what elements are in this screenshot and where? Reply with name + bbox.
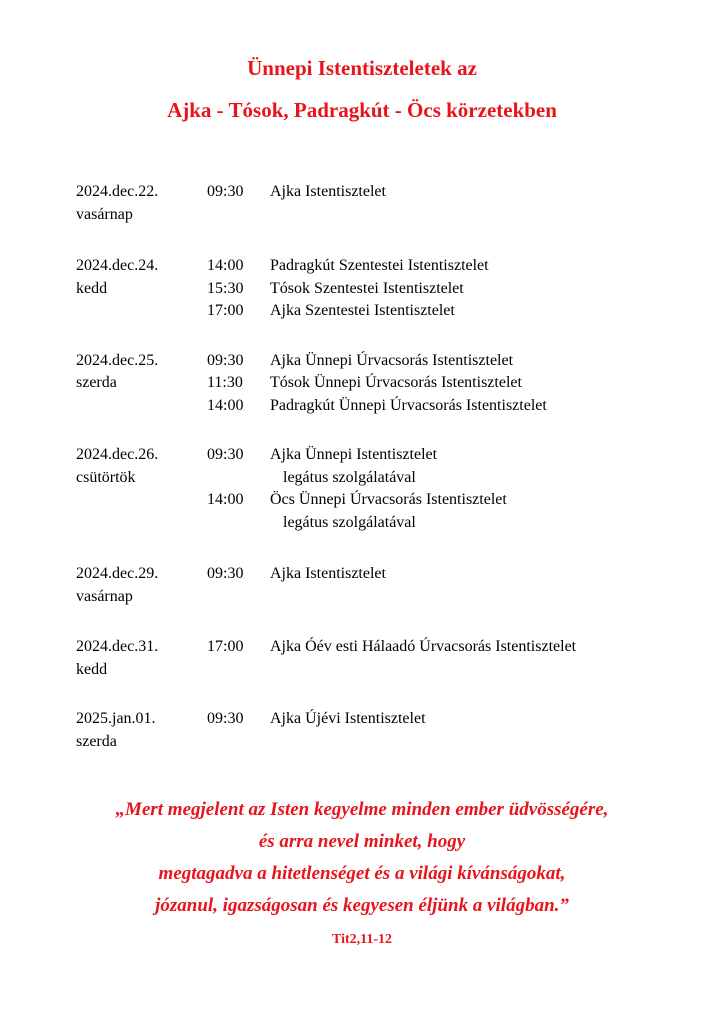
day-weekday: kedd [76, 660, 108, 678]
service-time: 17:00 [207, 302, 244, 319]
service-title: Ajka Istentisztelet [270, 565, 386, 582]
day-date: 2024.dec.31. [76, 638, 159, 655]
day-date: 2025.jan.01. [76, 710, 156, 727]
service-title: Ajka Óév esti Hálaadó Úrvacsorás Istentisztelet [270, 638, 577, 655]
day-date: 2024.dec.25. [76, 351, 159, 369]
service-title: Padragkút Szentestei Istentisztelet [270, 257, 489, 274]
quote-reference: Tit2,11-12 [331, 932, 393, 947]
service-title: Ajka Istentisztelet [270, 183, 386, 200]
service-entry [207, 636, 696, 659]
service-entry [207, 563, 696, 586]
service-entry [207, 489, 696, 512]
service-time: 09:30 [207, 565, 244, 582]
service-time: 09:30 [207, 351, 244, 369]
schedule-day [76, 255, 696, 323]
day-weekday: csütörtök [76, 468, 136, 486]
schedule-day [76, 708, 696, 753]
service-entry [207, 255, 696, 278]
quote-line: és arra nevel minket, hogy [258, 831, 466, 852]
service-title: Padragkút Ünnepi Úrvacsorás Istentisztelet [270, 396, 547, 414]
service-entry [207, 350, 696, 373]
day-date: 2024.dec.29. [76, 565, 159, 582]
day-weekday: kedd [76, 279, 108, 297]
service-time: 15:30 [207, 279, 244, 297]
day-date: 2024.dec.22. [76, 183, 159, 200]
service-entry [207, 708, 696, 731]
service-title: Ajka Ünnepi Istentisztelet [270, 446, 438, 463]
service-time: 09:30 [207, 183, 244, 200]
day-date: 2024.dec.24. [76, 257, 159, 274]
service-time: 14:00 [207, 257, 244, 274]
day-weekday: vasárnap [76, 587, 133, 605]
day-weekday: szerda [76, 732, 117, 750]
service-time: 09:30 [207, 710, 244, 727]
schedule-day [76, 181, 696, 226]
service-time: 14:00 [207, 491, 244, 508]
service-entry [207, 181, 696, 204]
service-entry [207, 372, 696, 395]
service-time: 11:30 [207, 374, 243, 391]
day-weekday: vasárnap [76, 205, 133, 223]
schedule-day [76, 444, 696, 534]
service-title: Öcs Ünnepi Úrvacsorás Istentisztelet [270, 491, 507, 508]
page-title-line-2: Ajka - Tósok, Padragkút - Öcs körzetekben [167, 98, 557, 122]
service-title: Ajka Újévi Istentisztelet [270, 710, 426, 727]
day-date: 2024.dec.26. [76, 446, 159, 463]
quote-line: józanul, igazságosan és kegyesen éljünk a világban.” [155, 895, 569, 916]
bible-quote [0, 794, 724, 922]
day-weekday: szerda [76, 374, 117, 391]
service-entry [207, 395, 696, 418]
service-time: 09:30 [207, 446, 244, 463]
schedule-day [76, 636, 696, 681]
service-schedule [76, 181, 696, 753]
page-title-line-1: Ünnepi Istentiszteletek az [247, 56, 477, 80]
service-time: 14:00 [207, 396, 244, 414]
quote-line: „Mert megjelent az Isten kegyelme minden ember üdvösségére, [115, 799, 609, 820]
service-entry [207, 444, 696, 467]
quote-line: megtagadva a hitetlenséget és a világi kívánságokat, [158, 863, 566, 884]
service-title: Tósok Ünnepi Úrvacsorás Istentisztelet [270, 374, 522, 391]
service-note: legátus szolgálatával [283, 513, 416, 531]
schedule-day [76, 563, 696, 608]
service-note: legátus szolgálatával [283, 468, 416, 486]
service-time: 17:00 [207, 638, 244, 655]
service-title: Tósok Szentestei Istentisztelet [270, 279, 464, 297]
schedule-day [76, 350, 696, 418]
service-title: Ajka Szentestei Istentisztelet [270, 302, 455, 319]
service-title: Ajka Ünnepi Úrvacsorás Istentisztelet [270, 351, 514, 369]
service-entry [207, 278, 696, 301]
service-entry [207, 300, 696, 323]
